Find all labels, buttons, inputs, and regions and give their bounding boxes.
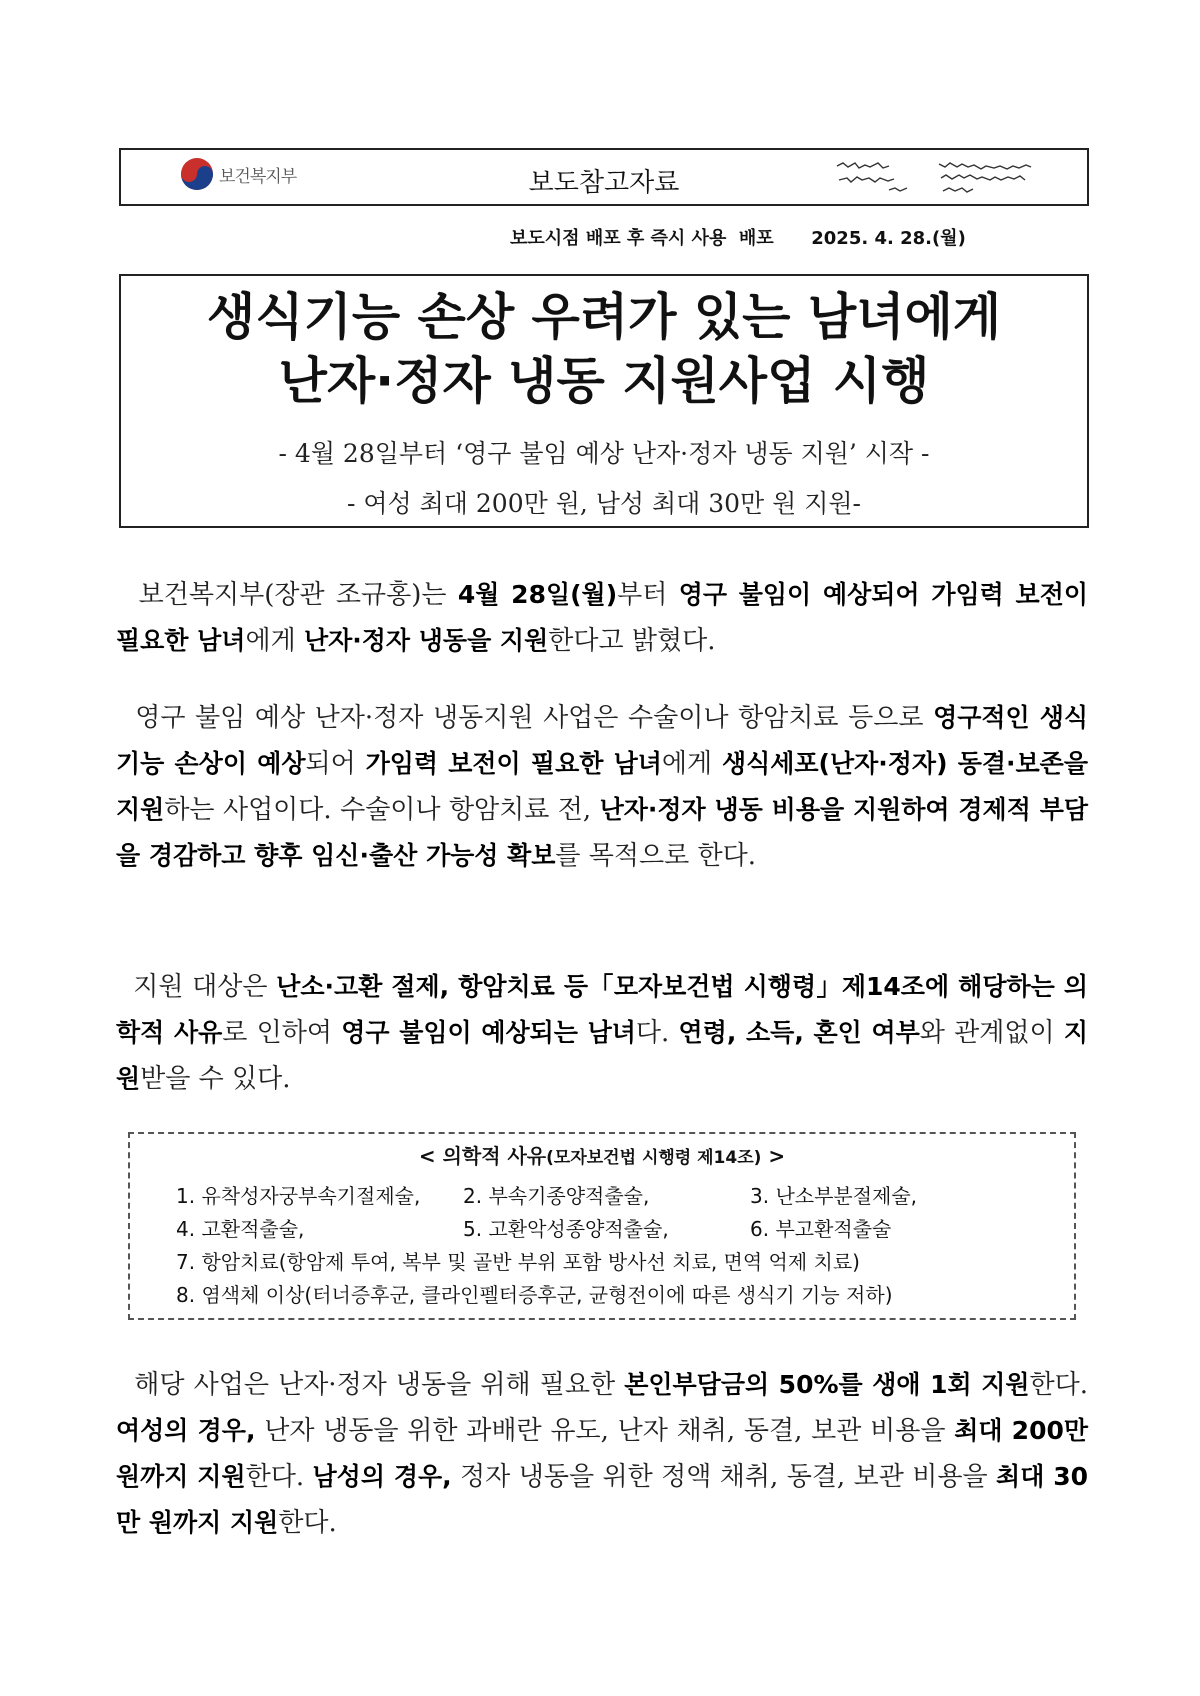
- logo-text: 보건복지부: [219, 166, 297, 187]
- body-text: 한다.: [278, 1508, 337, 1538]
- emphasized-text: 여성의 경우,: [116, 1416, 256, 1445]
- emphasized-text: 남성의 경우,: [312, 1462, 452, 1491]
- emphasized-text: 본인부담금의 50%를 생애 1회 지원: [624, 1370, 1030, 1399]
- reason-item: 8. 염색체 이상(터너증후군, 클라인펠터증후군, 균형전이에 따른 생식기 기능 저하): [176, 1283, 893, 1307]
- reason-item: 3. 난소부분절제술,: [750, 1184, 918, 1208]
- emphasized-text: 최대 30만 원까지 지원: [116, 1462, 1088, 1537]
- title-box: [119, 274, 1089, 528]
- reason-item: 1. 유착성자궁부속기절제술,: [176, 1184, 421, 1208]
- header-box: [119, 148, 1089, 206]
- body-text: 되어: [305, 749, 366, 779]
- body-text: 로 인하여: [222, 1018, 342, 1048]
- reason-item: 7. 항암치료(항암제 투여, 복부 및 골반 부위 포함 방사선 치료, 면역 억제 치료): [176, 1250, 860, 1274]
- subtitle-line-1: - 4월 28일부터 ‘영구 불임 예상 난자·정자 냉동 지원’ 시작 -: [278, 439, 930, 468]
- body-text: 에게: [245, 626, 304, 656]
- reason-item: 2. 부속기종양적출술,: [463, 1184, 650, 1208]
- body-text: 영구 불임 예상 난자·정자 냉동지원 사업은 수술이나 항암치료 등으로: [135, 703, 934, 733]
- body-text: 에게: [661, 749, 722, 779]
- main-title-line-1: 생식기능 손상 우려가 있는 남녀에게: [206, 288, 1002, 346]
- emphasized-text: 4월 28일(월): [457, 580, 618, 609]
- emphasized-text: 난소·고환 절제, 항암치료 등「모자보건법 시행령」제14조에 해당하는 의학적 사유: [116, 972, 1089, 1047]
- reason-item: 6. 부고환적출술: [750, 1217, 892, 1241]
- body-text: 한다.: [245, 1462, 313, 1492]
- body-text: 한다.: [1029, 1370, 1088, 1400]
- doc-type-title: 보도참고자료: [528, 168, 680, 198]
- main-title-line-2: 난자·정자 냉동 지원사업 시행: [278, 352, 930, 410]
- reasons-title-main: < 의학적 사유: [418, 1144, 547, 1168]
- release-dateline: 보도시점 배포 후 즉시 사용 배포 2025. 4. 28.(월): [510, 228, 966, 249]
- emphasized-text: 최대 200만 원까지 지원: [116, 1416, 1089, 1491]
- emphasized-text: 영구적인 생식기능 손상이 예상: [116, 703, 1089, 778]
- body-text: 한다고 밝혔다.: [548, 626, 716, 656]
- body-text: 받을 수 있다.: [140, 1064, 291, 1094]
- reasons-title-law: (모자보건법 시행령 제14조): [546, 1148, 762, 1168]
- medical-reasons-title: [130, 1140, 1074, 1169]
- reasons-title-end: >: [761, 1144, 786, 1168]
- emphasized-text: 연령, 소득, 혼인 여부: [678, 1018, 920, 1047]
- reason-item: 4. 고환적출술,: [176, 1217, 305, 1241]
- body-text: 난자 냉동을 위한 과배란 유도, 난자 채취, 동결, 보관 비용을: [255, 1416, 955, 1446]
- body-text: 보건복지부(장관 조규홍)는: [138, 580, 458, 610]
- emphasized-text: 난자·정자 냉동을 지원: [303, 626, 549, 655]
- body-text: 부터: [617, 580, 679, 610]
- body-text: 다.: [635, 1018, 679, 1048]
- paragraph-program-description: [116, 695, 1088, 879]
- emphasized-text: 생식세포(난자·정자) 동결·보존을 지원: [116, 749, 1088, 824]
- blurred-contact-stamp-icon: [829, 156, 1063, 198]
- emphasized-text: 난자·정자 냉동 비용을 지원하여 경제적 부담을 경감하고 향후 임신·출산 가능성 확보: [116, 795, 1088, 870]
- medical-reasons-box: [128, 1132, 1076, 1320]
- reason-item: 5. 고환악성종양적출술,: [463, 1217, 669, 1241]
- body-text: 정자 냉동을 위한 정액 채취, 동결, 보관 비용을: [451, 1462, 997, 1492]
- body-text: 지원 대상은: [133, 972, 277, 1002]
- paragraph-eligibility: [116, 964, 1088, 1102]
- body-text: 하는 사업이다. 수술이나 항암치료 전,: [164, 795, 600, 825]
- emphasized-text: 가임력 보전이 필요한 남녀: [365, 749, 662, 778]
- paragraph-intro: [116, 572, 1088, 664]
- paragraph-support-amount: [116, 1362, 1088, 1546]
- body-text: 해당 사업은 난자·정자 냉동을 위해 필요한: [134, 1370, 625, 1400]
- emphasized-text: 지원: [116, 1018, 1088, 1093]
- emphasized-text: 영구 불임이 예상되는 남녀: [341, 1018, 636, 1047]
- emphasized-text: 영구 불임이 예상되어 가임력 보전이 필요한 남녀: [116, 580, 1088, 655]
- body-text: 와 관계없이: [919, 1018, 1064, 1048]
- subtitle-line-2: - 여성 최대 200만 원, 남성 최대 30만 원 지원-: [347, 489, 861, 518]
- body-text: 를 목적으로 한다.: [555, 841, 757, 871]
